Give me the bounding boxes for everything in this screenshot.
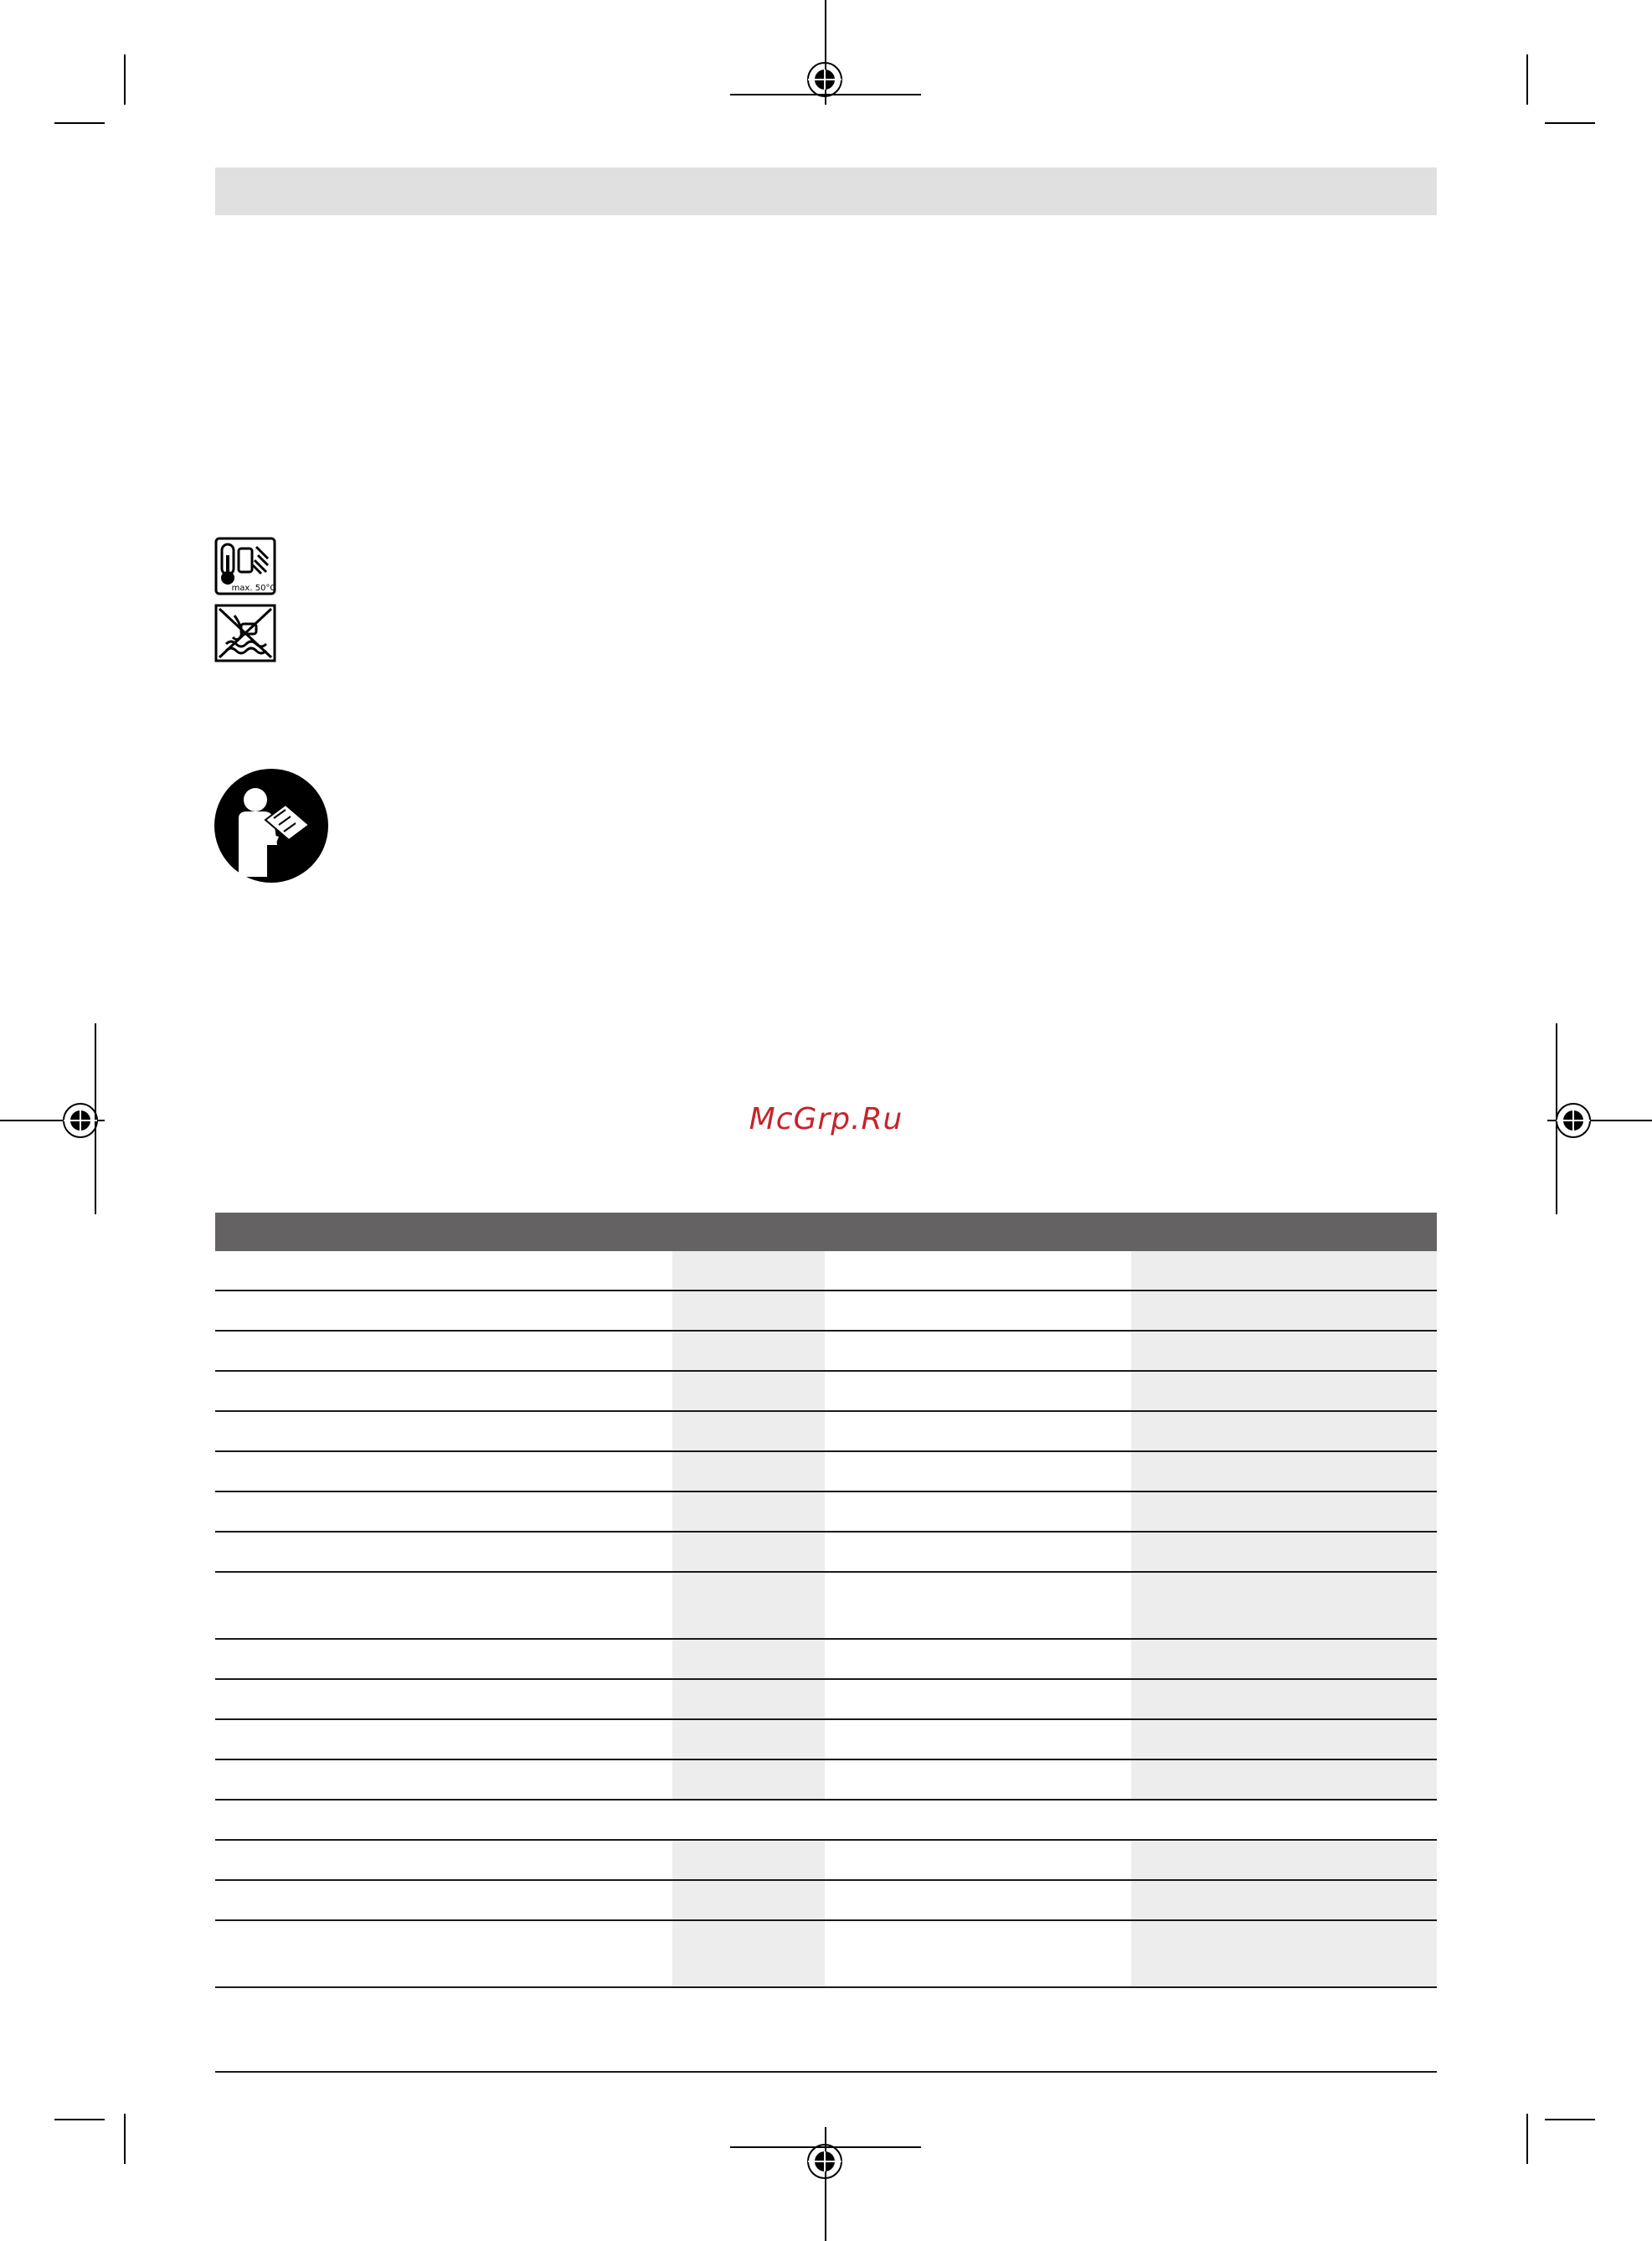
table-body bbox=[215, 1251, 1437, 1988]
table-cell bbox=[1131, 1412, 1437, 1450]
table-cell bbox=[672, 1680, 825, 1718]
crop-mark bbox=[124, 2114, 126, 2164]
table-row bbox=[215, 1533, 1437, 1573]
table-cell bbox=[825, 1332, 1131, 1370]
watermark: McGrp.Ru bbox=[749, 1102, 903, 1136]
table-cell bbox=[672, 1640, 825, 1678]
table-row bbox=[215, 1881, 1437, 1921]
table-cell bbox=[672, 1492, 825, 1531]
table-cell bbox=[825, 1533, 1131, 1571]
read-manual-icon bbox=[214, 768, 329, 884]
table-cell bbox=[215, 1332, 672, 1370]
table-cell bbox=[825, 1372, 1131, 1410]
table-row bbox=[215, 1573, 1437, 1640]
temperature-label: max. 50°C bbox=[231, 584, 276, 593]
table-cell bbox=[825, 1492, 1131, 1531]
table-cell bbox=[825, 1251, 1131, 1290]
table-cell bbox=[215, 1412, 672, 1450]
table-cell bbox=[215, 1452, 672, 1491]
crop-mark bbox=[1545, 122, 1595, 124]
table-cell bbox=[1131, 1573, 1437, 1638]
crop-mark bbox=[1545, 2119, 1595, 2120]
table-row bbox=[215, 1680, 1437, 1720]
table-row bbox=[215, 1372, 1437, 1412]
table-cell bbox=[825, 1921, 1131, 1986]
table-row bbox=[215, 1640, 1437, 1680]
table-row bbox=[215, 1720, 1437, 1760]
table-header bbox=[215, 1213, 1437, 1251]
table-cell bbox=[215, 1680, 672, 1718]
registration-mark-icon bbox=[806, 61, 843, 98]
table-cell bbox=[215, 1841, 672, 1879]
table-cell bbox=[1131, 1680, 1437, 1718]
table-cell bbox=[1131, 1921, 1437, 1986]
table-row bbox=[215, 1412, 1437, 1452]
table-cell bbox=[825, 1452, 1131, 1491]
footer-rule bbox=[215, 2071, 1437, 2073]
table-cell bbox=[672, 1291, 825, 1330]
table-cell bbox=[215, 1921, 672, 1986]
table-cell bbox=[1131, 1881, 1437, 1919]
table-row bbox=[215, 1760, 1437, 1801]
table-cell bbox=[672, 1533, 825, 1571]
table-row bbox=[215, 1291, 1437, 1332]
table-cell bbox=[672, 1332, 825, 1370]
table-row bbox=[215, 1492, 1437, 1533]
table-row bbox=[215, 1841, 1437, 1881]
no-water-icon bbox=[214, 604, 276, 662]
table-cell bbox=[825, 1640, 1131, 1678]
table-cell bbox=[672, 1921, 825, 1986]
table-cell bbox=[215, 1251, 672, 1290]
table-cell bbox=[825, 1881, 1131, 1919]
table-cell bbox=[1131, 1533, 1437, 1571]
table-cell bbox=[672, 1412, 825, 1450]
table-cell bbox=[672, 1452, 825, 1491]
registration-mark-icon bbox=[806, 2143, 843, 2180]
table-cell bbox=[825, 1841, 1131, 1879]
table-cell bbox=[825, 1760, 1131, 1799]
table-cell bbox=[215, 1492, 672, 1531]
table-row bbox=[215, 1921, 1437, 1988]
table-cell bbox=[1131, 1291, 1437, 1330]
table-cell bbox=[215, 1801, 1437, 1839]
table-cell bbox=[215, 1573, 672, 1638]
table-cell bbox=[672, 1573, 825, 1638]
crop-mark bbox=[54, 122, 105, 124]
table-cell bbox=[215, 1720, 672, 1759]
table-row bbox=[215, 1801, 1437, 1841]
table-cell bbox=[825, 1412, 1131, 1450]
table-cell bbox=[1131, 1760, 1437, 1799]
specs-table bbox=[215, 1213, 1437, 1988]
crop-mark bbox=[54, 2119, 105, 2120]
table-row bbox=[215, 1251, 1437, 1291]
table-cell bbox=[1131, 1720, 1437, 1759]
table-cell bbox=[215, 1533, 672, 1571]
crop-mark bbox=[1526, 54, 1528, 105]
table-cell bbox=[1131, 1841, 1437, 1879]
table-cell bbox=[825, 1573, 1131, 1638]
table-cell bbox=[1131, 1640, 1437, 1678]
table-cell bbox=[672, 1372, 825, 1410]
table-cell bbox=[215, 1640, 672, 1678]
table-row bbox=[215, 1332, 1437, 1372]
crop-mark bbox=[1526, 2114, 1528, 2164]
table-cell bbox=[215, 1760, 672, 1799]
table-cell bbox=[215, 1881, 672, 1919]
section-header-band bbox=[215, 167, 1437, 215]
crop-mark bbox=[124, 54, 126, 105]
table-cell bbox=[672, 1841, 825, 1879]
table-cell bbox=[672, 1251, 825, 1290]
table-cell bbox=[1131, 1251, 1437, 1290]
table-cell bbox=[825, 1720, 1131, 1759]
table-cell bbox=[825, 1291, 1131, 1330]
table-cell bbox=[672, 1720, 825, 1759]
max-temperature-icon bbox=[214, 537, 276, 595]
table-cell bbox=[825, 1680, 1131, 1718]
table-cell bbox=[1131, 1492, 1437, 1531]
table-cell bbox=[1131, 1332, 1437, 1370]
table-row bbox=[215, 1452, 1437, 1492]
table-cell bbox=[1131, 1452, 1437, 1491]
table-cell bbox=[672, 1881, 825, 1919]
table-cell bbox=[672, 1760, 825, 1799]
table-cell bbox=[215, 1291, 672, 1330]
table-cell bbox=[1131, 1372, 1437, 1410]
table-cell bbox=[215, 1372, 672, 1410]
